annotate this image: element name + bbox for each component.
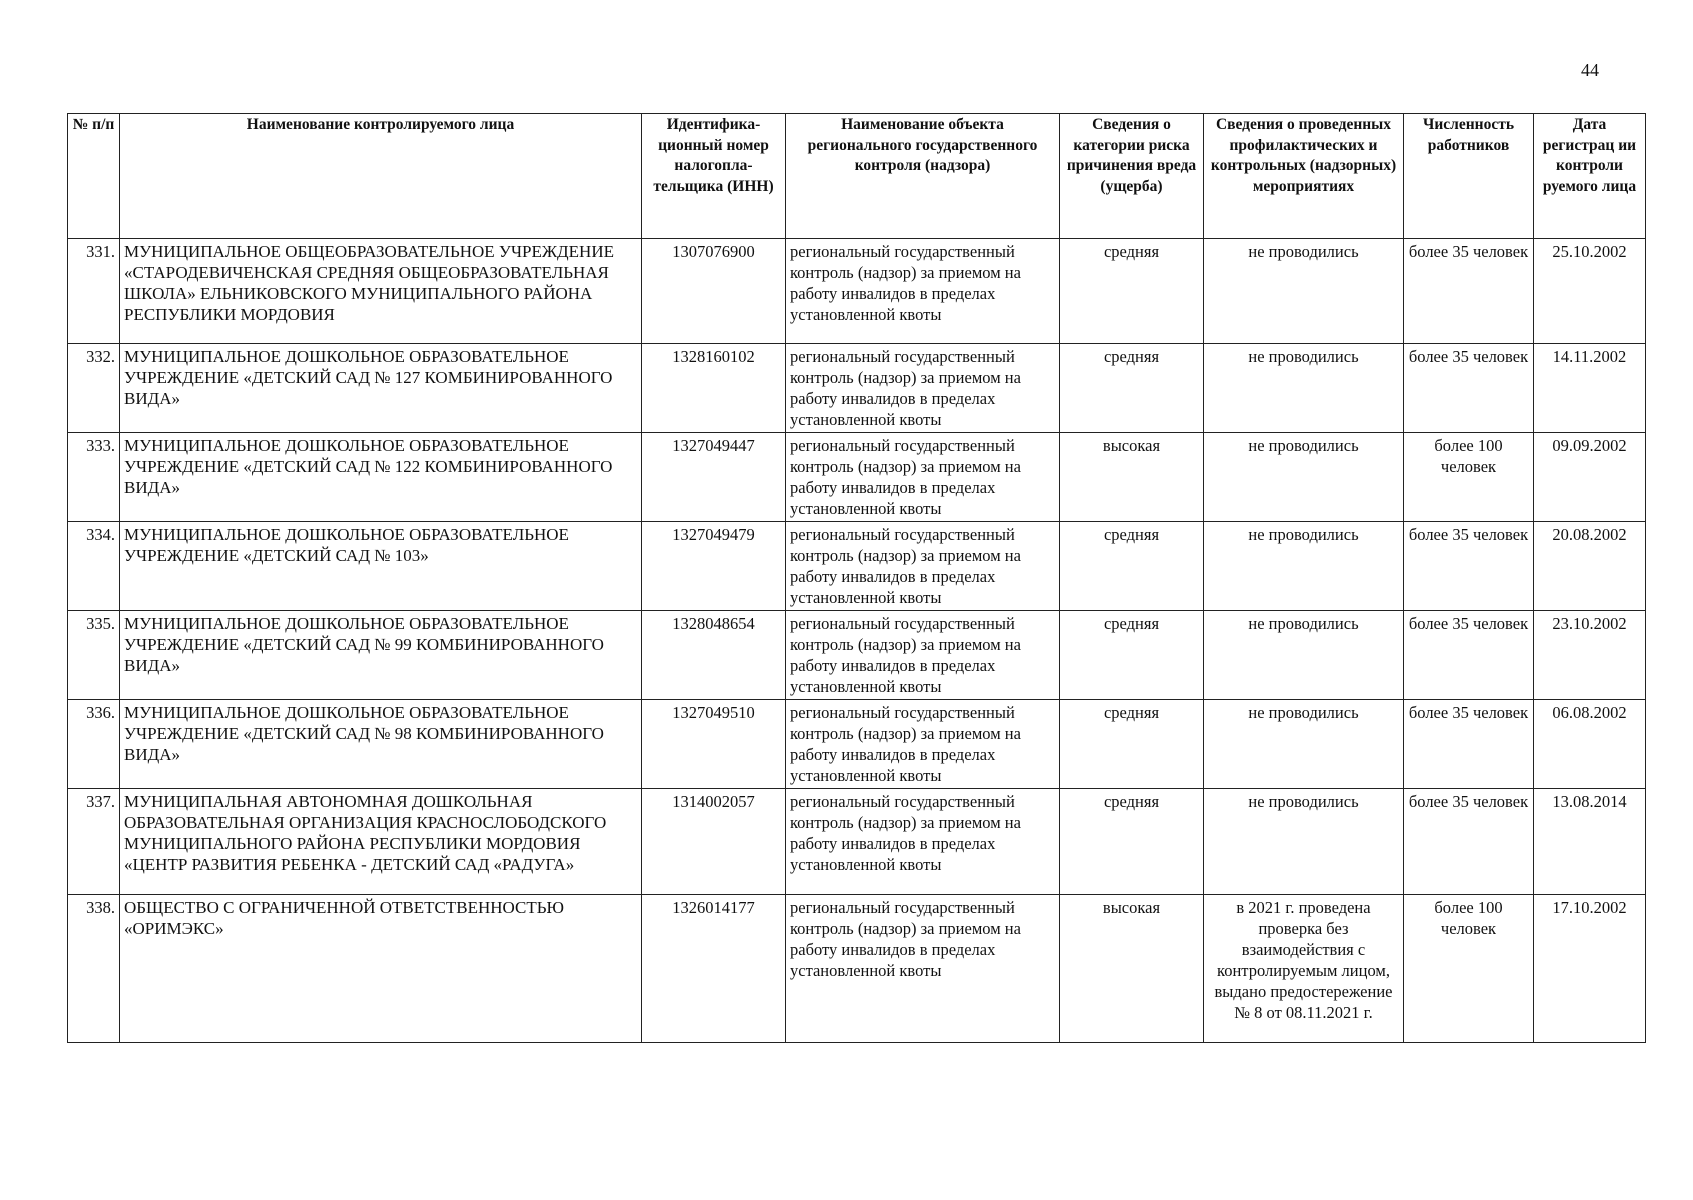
inn-cell: 1327049447 [642, 433, 786, 522]
table-row [68, 789, 1646, 895]
header-employees: Численность работников [1404, 114, 1534, 239]
inn-cell: 1314002057 [642, 789, 786, 895]
control-object-cell: региональный государственный контроль (надзор) за приемом на работу инвалидов в пределах установленной квоты [786, 239, 1060, 344]
row-number: 334. [68, 522, 120, 611]
control-object-cell: региональный государственный контроль (надзор) за приемом на работу инвалидов в пределах установленной квоты [786, 344, 1060, 433]
employees-cell: более 35 человек [1404, 789, 1534, 895]
employees-cell: более 35 человек [1404, 522, 1534, 611]
measures-cell: не проводились [1204, 700, 1404, 789]
row-number: 336. [68, 700, 120, 789]
registration-date-cell: 14.11.2002 [1534, 344, 1646, 433]
control-object-cell: региональный государственный контроль (надзор) за приемом на работу инвалидов в пределах установленной квоты [786, 522, 1060, 611]
employees-cell: более 100 человек [1404, 895, 1534, 1043]
measures-cell: не проводились [1204, 433, 1404, 522]
inn-cell: 1327049510 [642, 700, 786, 789]
employees-cell: более 100 человек [1404, 433, 1534, 522]
controlled-person-name: МУНИЦИПАЛЬНОЕ ДОШКОЛЬНОЕ ОБРАЗОВАТЕЛЬНОЕ УЧРЕЖДЕНИЕ «ДЕТСКИЙ САД № 103» [120, 522, 642, 611]
registration-date-cell: 25.10.2002 [1534, 239, 1646, 344]
employees-cell: более 35 человек [1404, 239, 1534, 344]
control-object-cell: региональный государственный контроль (надзор) за приемом на работу инвалидов в пределах установленной квоты [786, 789, 1060, 895]
page-number: 44 [1581, 60, 1599, 80]
control-object-cell: региональный государственный контроль (надзор) за приемом на работу инвалидов в пределах установленной квоты [786, 433, 1060, 522]
risk-category-cell: средняя [1060, 611, 1204, 700]
measures-cell: в 2021 г. проведена проверка без взаимодействия с контролируемым лицом, выдано предостережение № 8 от 08.11.2021 г. [1204, 895, 1404, 1043]
measures-cell: не проводились [1204, 522, 1404, 611]
employees-cell: более 35 человек [1404, 344, 1534, 433]
control-object-cell: региональный государственный контроль (надзор) за приемом на работу инвалидов в пределах установленной квоты [786, 895, 1060, 1043]
measures-cell: не проводились [1204, 789, 1404, 895]
control-object-cell: региональный государственный контроль (надзор) за приемом на работу инвалидов в пределах установленной квоты [786, 700, 1060, 789]
row-number: 335. [68, 611, 120, 700]
inn-cell: 1307076900 [642, 239, 786, 344]
risk-category-cell: высокая [1060, 895, 1204, 1043]
header-registration-date: Дата регистрац ии контроли руемого лица [1534, 114, 1646, 239]
inn-cell: 1328160102 [642, 344, 786, 433]
table-row [68, 700, 1646, 789]
header-controlled-person: Наименование контролируемого лица [120, 114, 642, 239]
controlled-person-name: МУНИЦИПАЛЬНОЕ ДОШКОЛЬНОЕ ОБРАЗОВАТЕЛЬНОЕ УЧРЕЖДЕНИЕ «ДЕТСКИЙ САД № 122 КОМБИНИРОВАННОГО ВИДА» [120, 433, 642, 522]
table-row [68, 239, 1646, 344]
table-row [68, 433, 1646, 522]
header-control-object: Наименование объекта регионального государственного контроля (надзора) [786, 114, 1060, 239]
employees-cell: более 35 человек [1404, 611, 1534, 700]
controlled-person-name: ОБЩЕСТВО С ОГРАНИЧЕННОЙ ОТВЕТСТВЕННОСТЬЮ «ОРИМЭКС» [120, 895, 642, 1043]
risk-category-cell: высокая [1060, 433, 1204, 522]
table-row [68, 611, 1646, 700]
risk-category-cell: средняя [1060, 344, 1204, 433]
table-row [68, 344, 1646, 433]
control-object-cell: региональный государственный контроль (надзор) за приемом на работу инвалидов в пределах установленной квоты [786, 611, 1060, 700]
registration-date-cell: 23.10.2002 [1534, 611, 1646, 700]
row-number: 337. [68, 789, 120, 895]
controlled-person-name: МУНИЦИПАЛЬНАЯ АВТОНОМНАЯ ДОШКОЛЬНАЯ ОБРАЗОВАТЕЛЬНАЯ ОРГАНИЗАЦИЯ КРАСНОСЛОБОДСКОГО МУНИЦИПАЛЬНОГО РАЙОНА РЕСПУБЛИКИ МОРДОВИЯ «ЦЕНТР РАЗВИТИЯ РЕБЕНКА - ДЕТСКИЙ САД «РАДУГА» [120, 789, 642, 895]
registration-date-cell: 13.08.2014 [1534, 789, 1646, 895]
header-inn: Идентифика-ционный номер налогопла-тельщика (ИНН) [642, 114, 786, 239]
row-number: 331. [68, 239, 120, 344]
row-number: 338. [68, 895, 120, 1043]
risk-category-cell: средняя [1060, 522, 1204, 611]
measures-cell: не проводились [1204, 344, 1404, 433]
registration-date-cell: 17.10.2002 [1534, 895, 1646, 1043]
controlled-person-name: МУНИЦИПАЛЬНОЕ ДОШКОЛЬНОЕ ОБРАЗОВАТЕЛЬНОЕ УЧРЕЖДЕНИЕ «ДЕТСКИЙ САД № 127 КОМБИНИРОВАННОГО ВИДА» [120, 344, 642, 433]
inn-cell: 1327049479 [642, 522, 786, 611]
inn-cell: 1326014177 [642, 895, 786, 1043]
header-measures: Сведения о проведенных профилактических и контрольных (надзорных) мероприятиях [1204, 114, 1404, 239]
inn-cell: 1328048654 [642, 611, 786, 700]
risk-category-cell: средняя [1060, 789, 1204, 895]
risk-category-cell: средняя [1060, 239, 1204, 344]
row-number: 333. [68, 433, 120, 522]
registration-date-cell: 09.09.2002 [1534, 433, 1646, 522]
header-number: № п/п [68, 114, 120, 239]
registry-table [67, 113, 1646, 1043]
measures-cell: не проводились [1204, 611, 1404, 700]
table-row [68, 895, 1646, 1043]
row-number: 332. [68, 344, 120, 433]
controlled-person-name: МУНИЦИПАЛЬНОЕ ДОШКОЛЬНОЕ ОБРАЗОВАТЕЛЬНОЕ УЧРЕЖДЕНИЕ «ДЕТСКИЙ САД № 99 КОМБИНИРОВАННОГО ВИДА» [120, 611, 642, 700]
controlled-person-name: МУНИЦИПАЛЬНОЕ ДОШКОЛЬНОЕ ОБРАЗОВАТЕЛЬНОЕ УЧРЕЖДЕНИЕ «ДЕТСКИЙ САД № 98 КОМБИНИРОВАННОГО ВИДА» [120, 700, 642, 789]
registration-date-cell: 20.08.2002 [1534, 522, 1646, 611]
table-row [68, 522, 1646, 611]
registration-date-cell: 06.08.2002 [1534, 700, 1646, 789]
table-header-row [68, 114, 1646, 239]
employees-cell: более 35 человек [1404, 700, 1534, 789]
header-risk-category: Сведения о категории риска причинения вреда (ущерба) [1060, 114, 1204, 239]
risk-category-cell: средняя [1060, 700, 1204, 789]
measures-cell: не проводились [1204, 239, 1404, 344]
controlled-person-name: МУНИЦИПАЛЬНОЕ ОБЩЕОБРАЗОВАТЕЛЬНОЕ УЧРЕЖДЕНИЕ «СТАРОДЕВИЧЕНСКАЯ СРЕДНЯЯ ОБЩЕОБРАЗОВАТЕЛЬНАЯ ШКОЛА» ЕЛЬНИКОВСКОГО МУНИЦИПАЛЬНОГО РАЙОНА РЕСПУБЛИКИ МОРДОВИЯ [120, 239, 642, 344]
